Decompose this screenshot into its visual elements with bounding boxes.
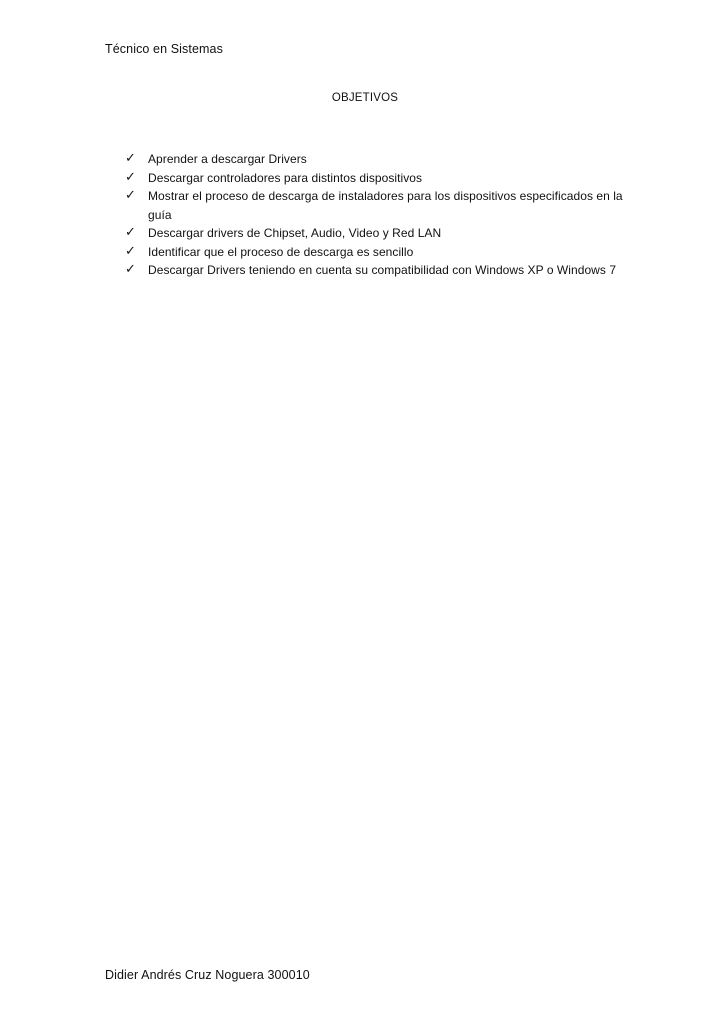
list-item bbox=[125, 169, 625, 188]
page-header: Técnico en Sistemas bbox=[105, 42, 223, 56]
list-item-text: Aprender a descargar Drivers bbox=[148, 152, 307, 166]
list-item bbox=[125, 187, 625, 224]
checkmark-icon: ✓ bbox=[125, 169, 136, 185]
list-item-text: Mostrar el proceso de descarga de instaladores para los dispositivos especificados en la guía bbox=[148, 189, 623, 222]
objectives-list bbox=[125, 150, 625, 280]
checkmark-icon: ✓ bbox=[125, 262, 136, 277]
page-footer: Didier Andrés Cruz Noguera 300010 bbox=[105, 968, 310, 982]
list-item-text: Descargar Drivers teniendo en cuenta su compatibilidad con Windows XP o Windows 7 bbox=[148, 263, 617, 277]
checkmark-icon: ✓ bbox=[125, 188, 136, 203]
list-item bbox=[125, 261, 625, 280]
page-title-text: OBJETIVOS bbox=[331, 92, 399, 104]
list-item bbox=[125, 243, 625, 262]
checkmark-icon: ✓ bbox=[125, 151, 136, 166]
list-item-text: Descargar controladores para distintos dispositivos bbox=[148, 170, 423, 185]
list-item-text: Identificar que el proceso de descarga es sencillo bbox=[148, 244, 414, 259]
list-item bbox=[125, 150, 625, 169]
list-item-text: Descargar drivers de Chipset, Audio, Video y Red LAN bbox=[148, 226, 442, 240]
checkmark-icon: ✓ bbox=[125, 243, 136, 259]
list-item bbox=[125, 224, 625, 243]
checkmark-icon: ✓ bbox=[125, 225, 136, 240]
page-title bbox=[0, 92, 728, 104]
